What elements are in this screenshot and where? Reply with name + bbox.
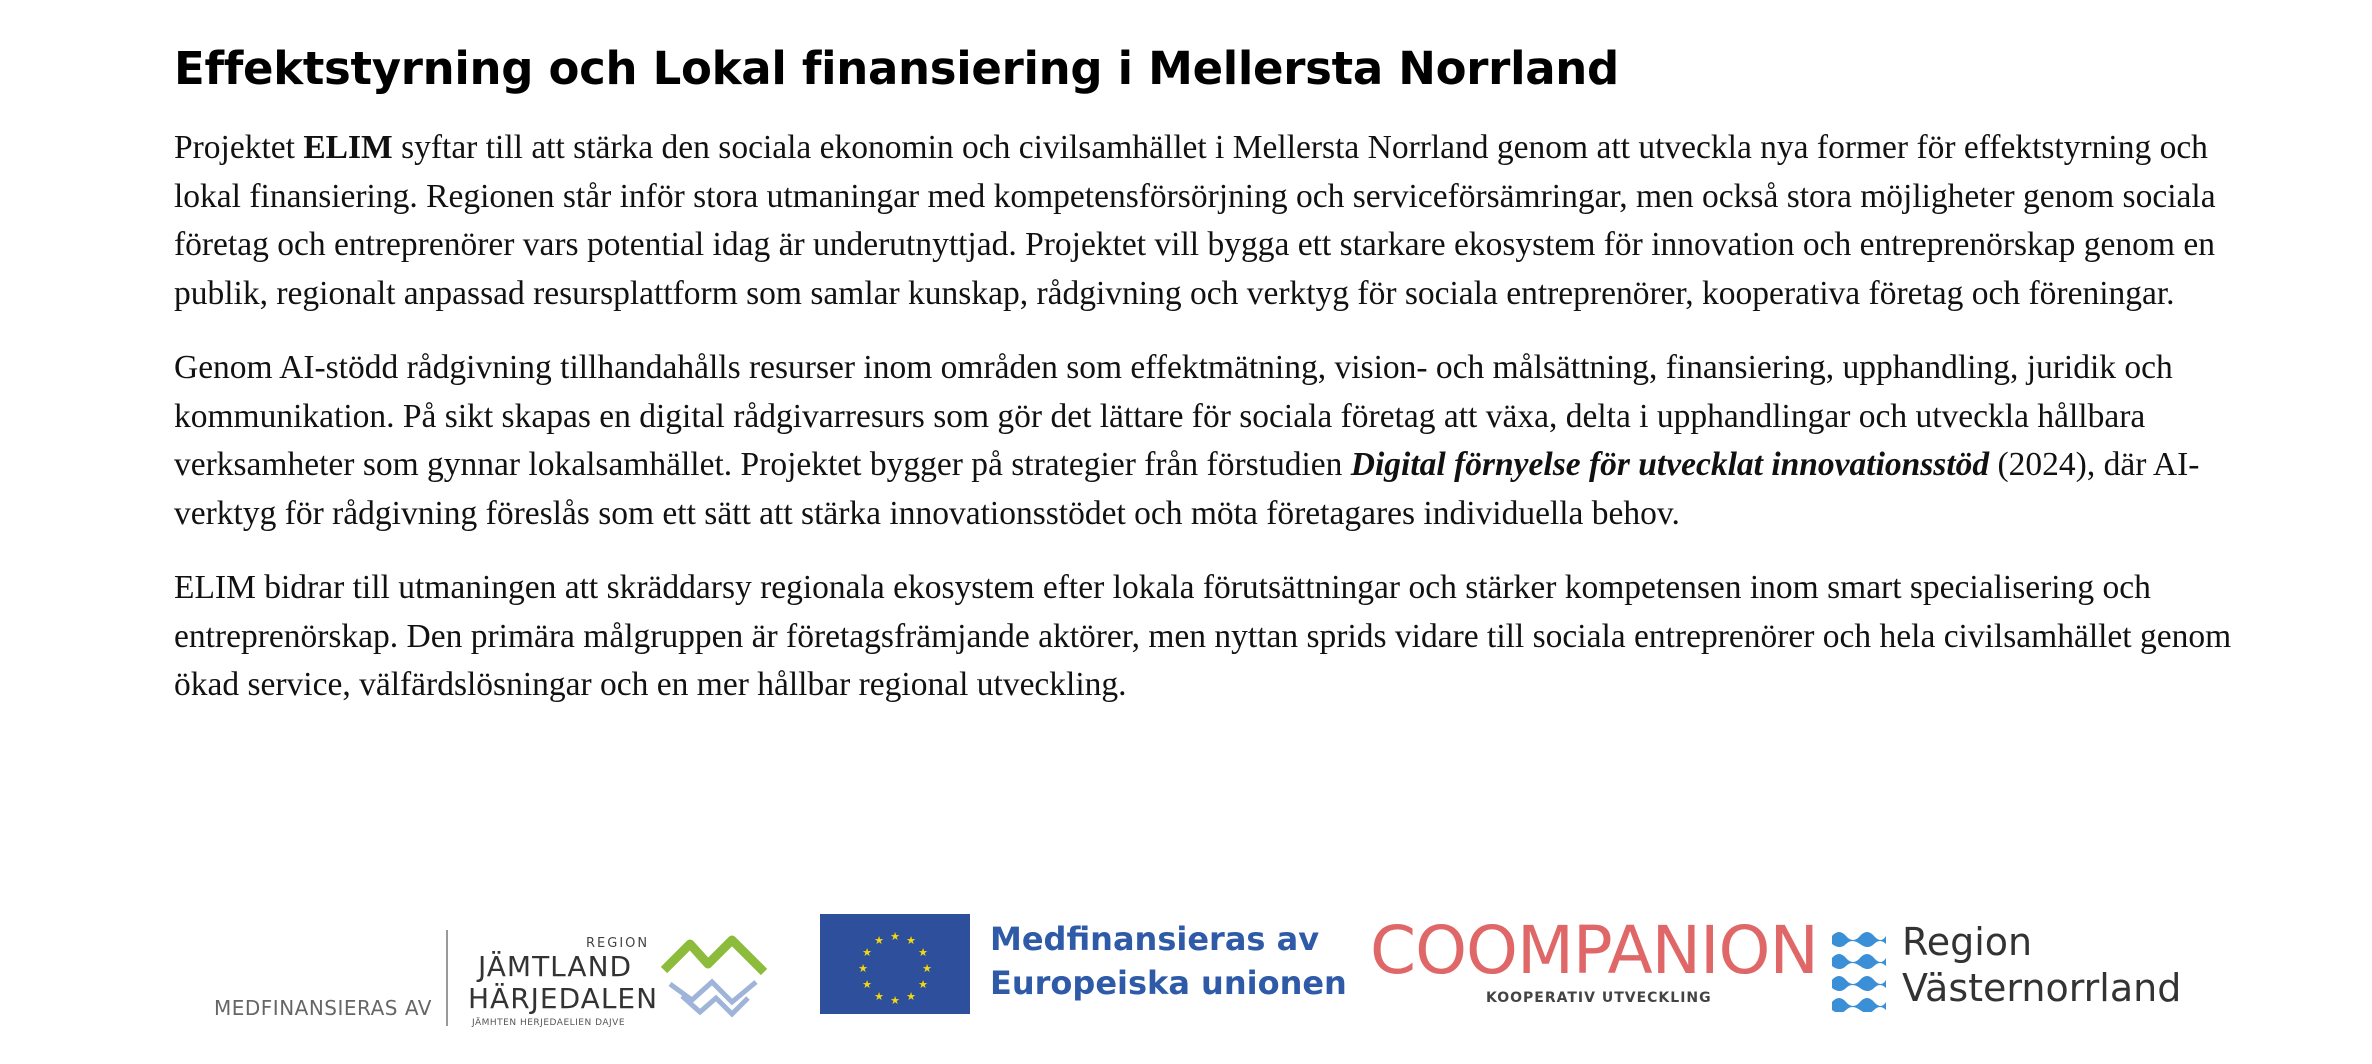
project-name: ELIM <box>303 129 393 166</box>
article <box>174 36 2234 736</box>
logo-divider <box>446 930 448 1026</box>
jh-region-label: REGION <box>586 936 650 951</box>
jh-sami-label: JÄMHTEN HERJEDAELIEN DAJVE <box>472 1018 626 1028</box>
mountain-icon <box>660 934 770 1024</box>
study-title: Digital förnyelse för utvecklat innovationsstöd <box>1350 446 1990 483</box>
svg-text:★: ★ <box>906 934 916 947</box>
svg-text:★: ★ <box>862 978 872 991</box>
sponsor-logos <box>0 880 2372 1040</box>
region-vasternorrland-logo <box>1830 920 2210 1020</box>
paragraph-ai-rest: (2024), där AI-verktyg för rådgivning föreslås som ett sätt att stärka innovationsstödet och möta företagares individuella behov. <box>174 446 2200 532</box>
svg-text:★: ★ <box>906 990 916 1003</box>
jh-jamtland-label: JÄMTLAND <box>478 950 633 983</box>
coompanion-wordmark: COOMPANION <box>1370 912 1818 989</box>
jh-harjedalen-label: HÄRJEDALEN <box>468 982 659 1015</box>
paragraph-ai-advice <box>174 344 2234 538</box>
svg-text:★: ★ <box>874 934 884 947</box>
paragraph-intro <box>174 124 2234 318</box>
eu-label-line1: Medfinansieras av <box>990 920 1320 958</box>
paragraph-intro-rest: syftar till att stärka den sociala ekonomin och civilsamhället i Mellersta Norrland genom att utveckla nya former för effektstyrning och lokal finansiering. Regionen står inför stora utmaningar med kompetensförsörjning och serviceförsämringar, men också stora möjligheter genom sociala företag och entreprenörer vars potential idag är underutnyttjad. Projektet vill bygga ett starkare ekosystem för innovation och entreprenörskap genom en publik, regionalt anpassad resursplattform som samlar kunskap, rådgivning och verktyg för sociala entreprenörer, kooperativa företag och föreningar. <box>174 129 2216 312</box>
svg-text:★: ★ <box>862 946 872 959</box>
svg-text:★: ★ <box>918 946 928 959</box>
svg-text:★: ★ <box>918 978 928 991</box>
eu-flag-icon <box>820 914 970 1014</box>
paragraph-ai-start: Genom AI-stödd rådgivning tillhandahålls resurser inom områden som effektmätning, vision- och målsättning, finansiering, upphandling, juridik och kommunikation. På sikt skapas en digital rådgivarresurs som gör det lättare för sociala företag att växa, delta i upphandlingar och utveckla hållbara verksamheter som gynnar lokalsamhället. Projektet bygger på strategier från förstudien <box>174 349 2173 483</box>
svg-text:★: ★ <box>890 930 900 943</box>
svg-text:★: ★ <box>874 990 884 1003</box>
paragraph-intro-start: Projektet <box>174 129 304 166</box>
waves-icon <box>1830 926 1888 1012</box>
cofinanced-by-label: MEDFINANSIERAS AV <box>214 996 432 1020</box>
eu-cofinancing-logo <box>820 914 1347 1018</box>
svg-text:★: ★ <box>922 962 932 975</box>
eu-label-line2: Europeiska unionen <box>990 964 1347 1002</box>
rv-region-label: Region <box>1902 920 2033 964</box>
coompanion-logo <box>1370 912 1818 1016</box>
page-title: Effektstyrning och Lokal finansiering i Mellersta Norrland <box>174 42 1619 95</box>
paragraph-contribution: ELIM bidrar till utmaningen att skräddarsy regionala ekosystem efter lokala förutsättningar och stärker kompetensen inom smart specialisering och entreprenörskap. Den primära målgruppen är företagsfrämjande aktörer, men nyttan sprids vidare till sociala entreprenörer och hela civilsamhället genom ökad service, välfärdslösningar och en mer hållbar regional utveckling. <box>174 569 2232 703</box>
coompanion-tagline: KOOPERATIV UTVECKLING <box>1486 990 1712 1006</box>
rv-vasternorrland-label: Västernorrland <box>1902 966 2182 1010</box>
svg-text:★: ★ <box>858 962 868 975</box>
jamtland-harjedalen-logo <box>210 904 770 1028</box>
svg-text:★: ★ <box>890 994 900 1007</box>
